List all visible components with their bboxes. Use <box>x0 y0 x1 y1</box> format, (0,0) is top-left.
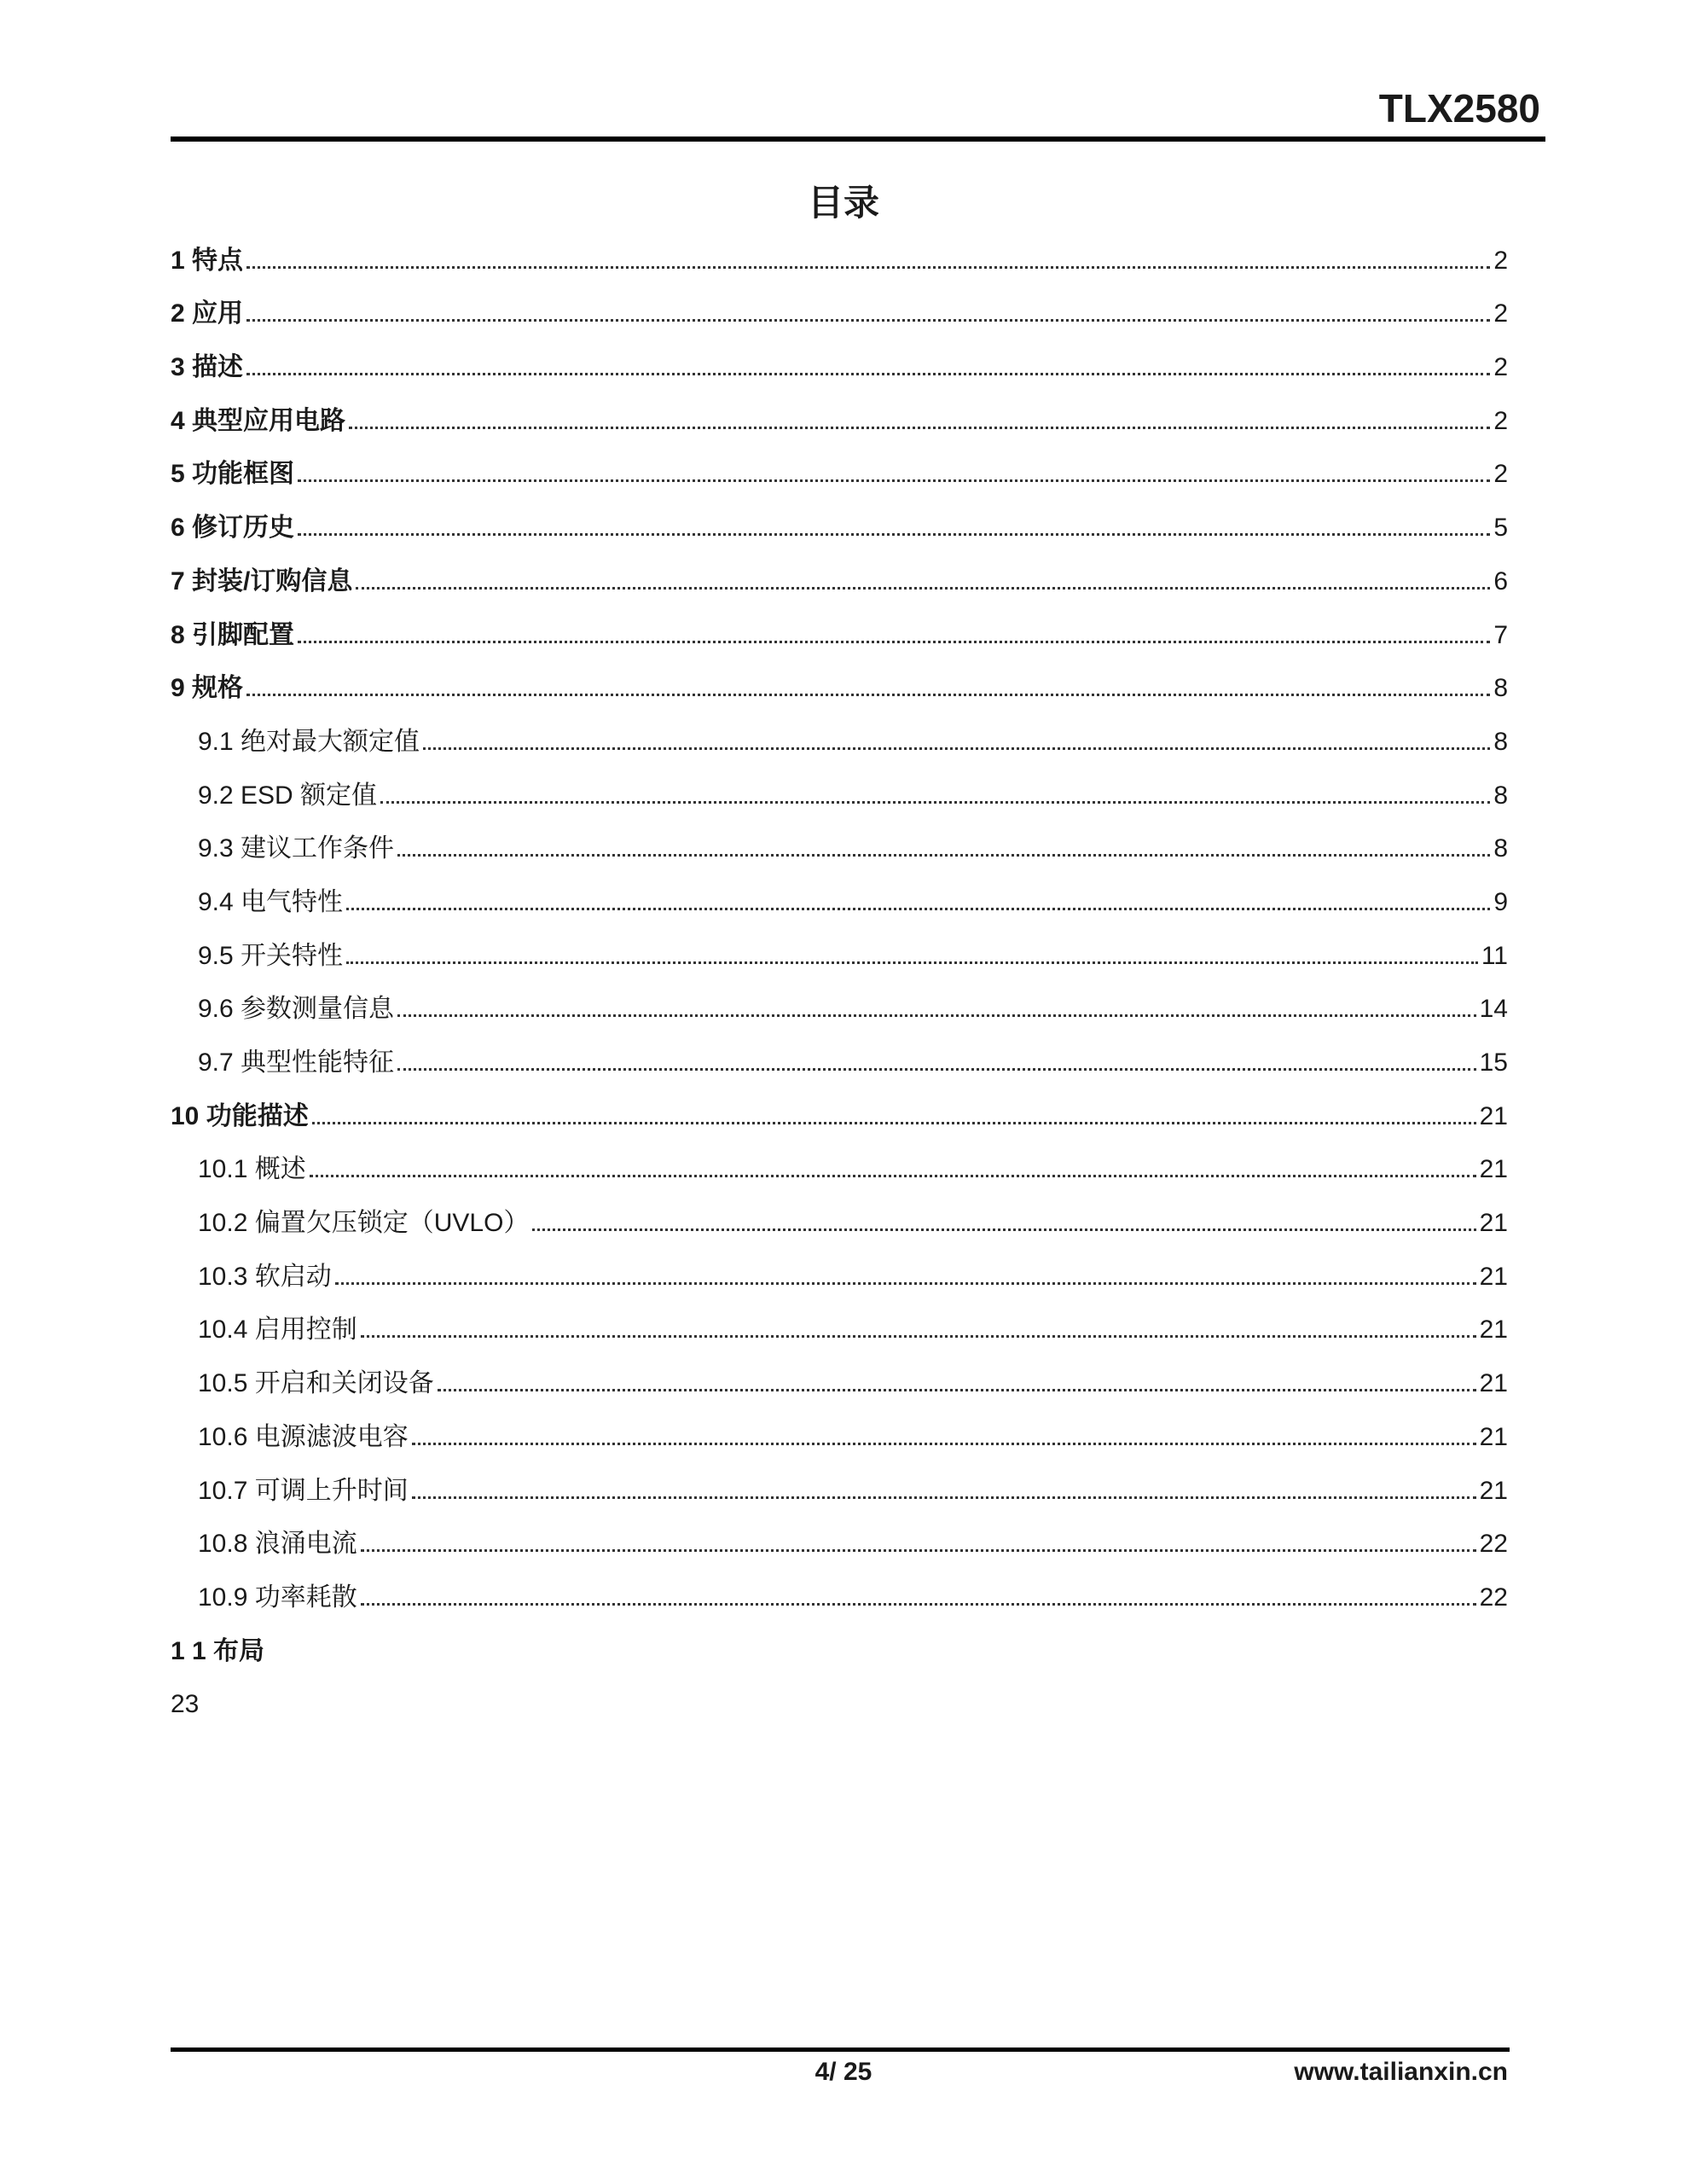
toc-entry-label: 9.2 ESD 额定值 <box>198 781 378 810</box>
toc-entry-label: 10.7 可调上升时间 <box>198 1476 409 1505</box>
toc-entry[interactable] <box>171 1666 1508 1720</box>
page-title: 目录 <box>807 183 879 223</box>
toc-entry-label: 10.4 启用控制 <box>198 1316 357 1345</box>
toc-entry-page: 5 <box>1493 514 1508 543</box>
toc-leader-dots <box>361 1549 1476 1552</box>
toc-entry-page: 21 <box>1479 1262 1508 1291</box>
toc-entry-page: 21 <box>1479 1101 1508 1130</box>
toc-entry-label: 10.1 概述 <box>198 1155 306 1184</box>
toc-entry-label: 9.7 典型性能特征 <box>198 1048 395 1077</box>
toc-entry-page: 21 <box>1479 1316 1508 1345</box>
toc-leader-dots <box>246 266 1490 269</box>
toc-leader-dots <box>335 1282 1476 1285</box>
toc-entry-page: 22 <box>1479 1530 1508 1559</box>
toc-entry[interactable] <box>171 382 1508 436</box>
toc-entry[interactable] <box>171 1506 1508 1560</box>
toc-leader-dots <box>298 533 1490 536</box>
toc-entry-page: 8 <box>1493 781 1508 810</box>
toc-entry[interactable] <box>171 917 1508 971</box>
toc-leader-dots <box>397 1014 1476 1017</box>
toc-leader-dots <box>423 747 1490 750</box>
toc-leader-dots <box>397 854 1490 857</box>
toc-leader-dots <box>312 1122 1476 1124</box>
toc-leader-dots <box>246 694 1490 696</box>
toc-entry[interactable] <box>171 703 1508 757</box>
toc-entry-page: 8 <box>1493 834 1508 863</box>
toc-entry-page: 11 <box>1481 941 1508 970</box>
toc-entry-page: 6 <box>1493 566 1508 595</box>
toc-leader-dots <box>356 587 1490 590</box>
toc-entry-page: 22 <box>1479 1583 1508 1612</box>
toc-entry[interactable] <box>171 810 1508 864</box>
toc-leader-dots <box>412 1443 1476 1445</box>
toc-entry[interactable] <box>171 1612 1508 1666</box>
toc-leader-dots <box>346 908 1490 910</box>
toc-entry-label: 9.5 开关特性 <box>198 941 344 970</box>
toc-entry-label: 10.6 电源滤波电容 <box>198 1422 409 1451</box>
toc-entry-page: 2 <box>1493 353 1508 382</box>
toc-entry-page: 15 <box>1479 1048 1508 1077</box>
toc-leader-dots <box>298 641 1490 643</box>
toc-entry[interactable] <box>171 489 1508 543</box>
toc-entry-label: 3 描述 <box>171 353 244 382</box>
toc-entry[interactable] <box>171 1559 1508 1612</box>
toc-entry-label: 1 1 布局 <box>171 1636 265 1665</box>
toc-leader-dots <box>310 1175 1476 1177</box>
toc-entry-label: 10.8 浪涌电流 <box>198 1530 357 1559</box>
toc-leader-dots <box>361 1603 1476 1606</box>
toc-leader-dots <box>412 1496 1476 1499</box>
toc-entry-label: 7 封装/订购信息 <box>171 566 353 595</box>
toc-entry[interactable] <box>171 1345 1508 1398</box>
toc-leader-dots <box>346 961 1478 964</box>
toc-entry[interactable] <box>171 1024 1508 1077</box>
toc-entry-label: 6 修订历史 <box>171 514 295 543</box>
toc-entry[interactable] <box>171 1398 1508 1452</box>
header-divider <box>171 136 1545 142</box>
toc-entry[interactable] <box>171 1292 1508 1345</box>
toc-entry-label: 4 典型应用电路 <box>171 406 346 435</box>
toc-entry-page: 21 <box>1479 1209 1508 1238</box>
toc-entry-label: 8 引脚配置 <box>171 620 295 649</box>
toc-entry[interactable] <box>171 971 1508 1025</box>
toc-entry[interactable] <box>171 543 1508 596</box>
table-of-contents <box>171 222 1508 1719</box>
toc-entry-label: 5 功能框图 <box>171 460 295 489</box>
toc-entry[interactable] <box>171 436 1508 490</box>
toc-leader-dots <box>532 1228 1475 1231</box>
toc-entry[interactable] <box>171 863 1508 917</box>
part-number: TLX2580 <box>1378 86 1540 131</box>
toc-entry-page: 21 <box>1479 1369 1508 1398</box>
toc-entry-label: 2 应用 <box>171 299 244 328</box>
toc-entry-page: 2 <box>1493 460 1508 489</box>
toc-entry-page: 2 <box>1493 299 1508 328</box>
toc-leader-dots <box>361 1335 1476 1338</box>
toc-entry-page: 14 <box>1479 995 1508 1024</box>
toc-entry-label: 10.5 开启和关闭设备 <box>198 1369 434 1398</box>
footer-url: www.tailianxin.cn <box>1294 2058 1508 2086</box>
toc-entry-page: 21 <box>1479 1155 1508 1184</box>
toc-entry[interactable] <box>171 276 1508 329</box>
toc-entry[interactable] <box>171 1238 1508 1292</box>
toc-entry[interactable] <box>171 1452 1508 1506</box>
toc-entry-page: 21 <box>1479 1422 1508 1451</box>
toc-entry[interactable] <box>171 650 1508 704</box>
page-number: 4/ 25 <box>815 2058 872 2086</box>
toc-entry-label: 23 <box>171 1690 200 1719</box>
toc-entry[interactable] <box>171 1184 1508 1238</box>
toc-entry-page: 2 <box>1493 246 1508 275</box>
toc-entry-label: 1 特点 <box>171 246 244 275</box>
toc-entry-label: 10.3 软启动 <box>198 1262 332 1291</box>
toc-entry-label: 9 规格 <box>171 674 244 703</box>
toc-entry[interactable] <box>171 222 1508 276</box>
toc-leader-dots <box>380 801 1490 804</box>
toc-entry-label: 9.1 绝对最大额定值 <box>198 727 420 756</box>
toc-leader-dots <box>438 1389 1476 1391</box>
toc-entry-page: 9 <box>1493 887 1508 916</box>
toc-entry-page: 2 <box>1493 406 1508 435</box>
toc-leader-dots <box>397 1068 1476 1071</box>
toc-entry-label: 10 功能描述 <box>171 1101 309 1130</box>
footer-divider <box>171 2048 1510 2052</box>
toc-entry-label: 10.9 功率耗散 <box>198 1583 357 1612</box>
toc-entry-page: 8 <box>1493 727 1508 756</box>
toc-entry-page: 8 <box>1493 674 1508 703</box>
toc-entry-label: 9.4 电气特性 <box>198 887 344 916</box>
toc-entry[interactable] <box>171 757 1508 810</box>
toc-entry[interactable] <box>171 1077 1508 1131</box>
toc-leader-dots <box>246 319 1490 322</box>
toc-entry-label: 9.6 参数测量信息 <box>198 995 395 1024</box>
toc-leader-dots <box>349 427 1490 429</box>
toc-leader-dots <box>246 373 1490 375</box>
toc-entry-label: 10.2 偏置欠压锁定（UVLO） <box>198 1209 530 1238</box>
toc-entry[interactable] <box>171 596 1508 650</box>
toc-entry-page: 21 <box>1479 1476 1508 1505</box>
toc-entry-page: 7 <box>1493 620 1508 649</box>
toc-entry[interactable] <box>171 328 1508 382</box>
toc-entry[interactable] <box>171 1131 1508 1185</box>
toc-entry-label: 9.3 建议工作条件 <box>198 834 395 863</box>
toc-leader-dots <box>298 479 1490 482</box>
